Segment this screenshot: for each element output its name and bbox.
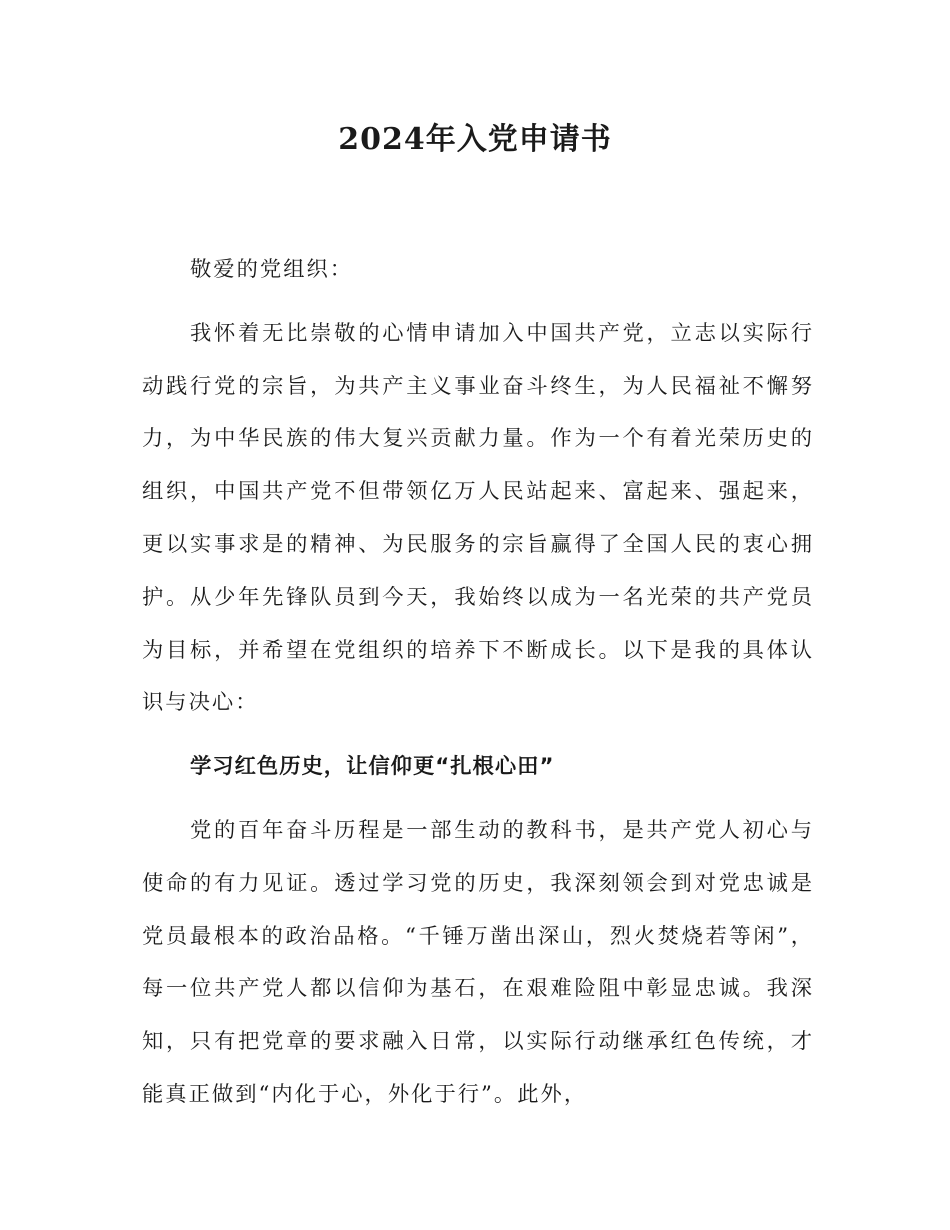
section-heading: 学习红色历史，让信仰更“扎根心田” [190,754,555,780]
salutation: 敬爱的党组织： [190,257,354,282]
document-body [142,244,814,1133]
paragraph-intro: 我怀着无比崇敬的心情申请加入中国共产党，立志以实际行动践行党的宗旨，为共产主义事业奋斗终生，为人民福祉不懈努力，为中华民族的伟大复兴贡献力量。作为一个有着光荣历史的组织，中国共产党不但带领亿万人民站起来、富起来、强起来，更以实事求是的精神、为民服务的宗旨赢得了全国人民的衷心拥护。从少年先锋队员到今天，我始终以成为一名光荣的共产党员为目标，并希望在党组织的培养下不断成长。以下是我的具体认识与决心： [142,320,814,716]
document-title: 2024年入党申请书 [338,122,612,157]
paragraph-history: 党的百年奋斗历程是一部生动的教科书，是共产党人初心与使命的有力见证。透过学习党的历史，我深刻领会到对党忠诚是党员最根本的政治品格。“千锤万凿出深山，烈火焚烧若等闲”，每一位共产党人都以信仰为基石，在艰难险阻中彰显忠诚。我深知，只有把党章的要求融入日常，以实际行动继承红色传统，才能真正做到“内化于心，外化于行”。此外， [142,817,814,1107]
